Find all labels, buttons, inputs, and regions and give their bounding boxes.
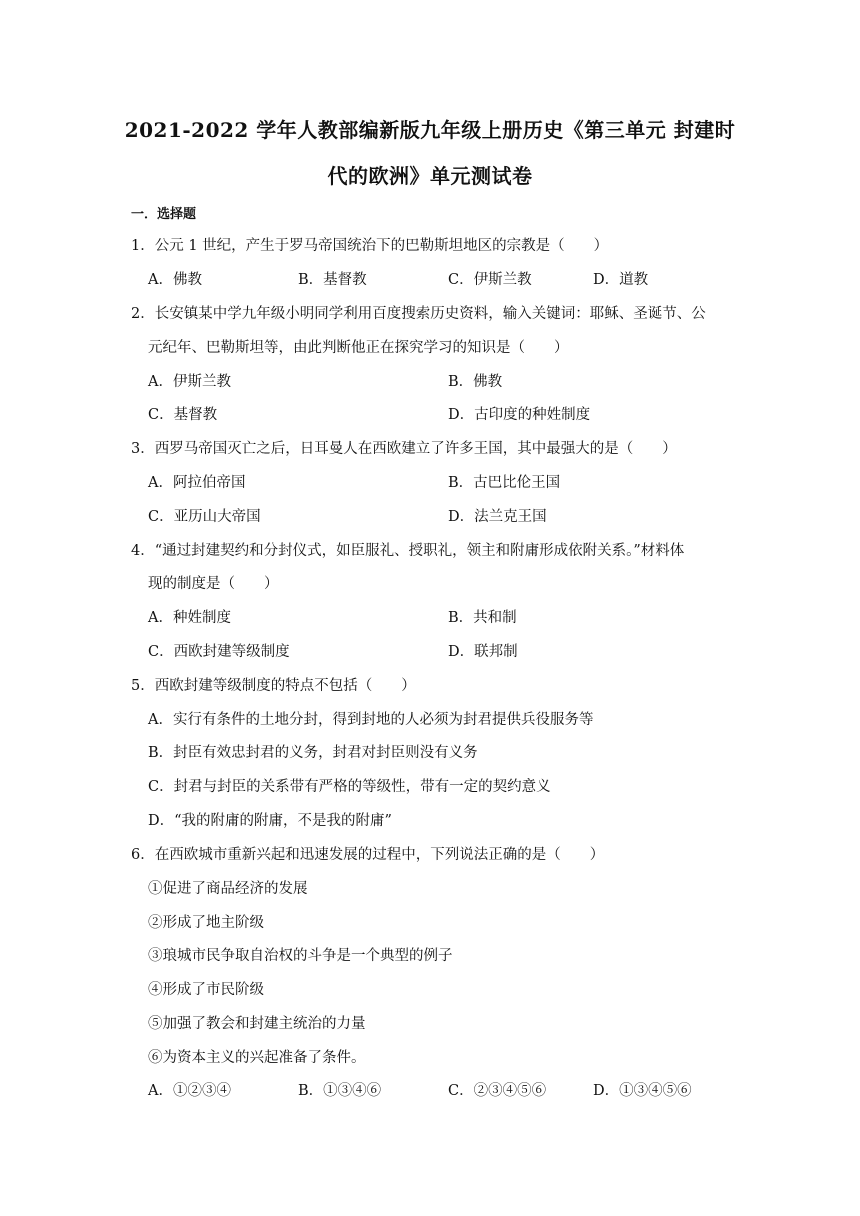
question-1-option-d: D．道教	[593, 272, 649, 288]
question-6-statement-6: ⑥为资本主义的兴起准备了条件。	[148, 1050, 366, 1066]
question-6-text: 6．在西欧城市重新兴起和迅速发展的过程中，下列说法正确的是（ ）	[131, 847, 605, 863]
question-1-text: 1．公元 1 世纪，产生于罗马帝国统治下的巴勒斯坦地区的宗教是（ ）	[131, 238, 609, 254]
question-4-option-a: A．种姓制度	[148, 610, 231, 626]
question-4-option-c: C．西欧封建等级制度	[148, 644, 290, 660]
question-5-option-a: A．实行有条件的土地分封，得到封地的人必须为封君提供兵役服务等	[148, 712, 594, 728]
question-5-option-b: B．封臣有效忠封君的义务，封君对封臣则没有义务	[148, 745, 478, 761]
question-3-text: 3．西罗马帝国灭亡之后，日耳曼人在西欧建立了许多王国，其中最强大的是（ ）	[131, 441, 677, 457]
question-4-text-line-1: 4．“通过封建契约和分封仪式，如臣服礼、授职礼，领主和附庸形成依附关系。”材料体	[131, 543, 685, 559]
question-6-option-a: A．①②③④	[148, 1083, 231, 1099]
exam-title-line-1: 2021-2022 学年人教部编新版九年级上册历史《第三单元 封建时	[124, 118, 736, 142]
question-6-statement-1: ①促进了商品经济的发展	[148, 881, 308, 897]
question-1-option-b: B．基督教	[298, 272, 367, 288]
question-5-option-d: D．“我的附庸的附庸，不是我的附庸”	[148, 813, 392, 829]
question-6-option-b: B．①③④⑥	[298, 1083, 382, 1099]
question-1-option-a: A．佛教	[148, 272, 202, 288]
question-6-option-d: D．①③④⑤⑥	[593, 1083, 692, 1099]
question-2-option-d: D．古印度的种姓制度	[448, 407, 591, 423]
question-6-statement-3: ③琅城市民争取自治权的斗争是一个典型的例子	[148, 948, 453, 964]
question-2-option-a: A．伊斯兰教	[148, 374, 231, 390]
question-3-option-b: B．古巴比伦王国	[448, 475, 561, 491]
question-2-text-line-1: 2．长安镇某中学九年级小明同学利用百度搜索历史资料，输入关键词：耶稣、圣诞节、公	[131, 306, 706, 322]
question-3-option-c: C．亚历山大帝国	[148, 509, 261, 525]
question-2-option-c: C．基督教	[148, 407, 218, 423]
exam-title-line-2: 代的欧洲》单元测试卷	[327, 164, 533, 188]
question-3-option-a: A．阿拉伯帝国	[148, 475, 246, 491]
section-heading: 一．选择题	[131, 207, 197, 222]
question-3-option-d: D．法兰克王国	[448, 509, 547, 525]
question-2-text-line-2: 元纪年、巴勒斯坦等，由此判断他正在探究学习的知识是（ ）	[148, 340, 569, 356]
question-2-option-b: B．佛教	[448, 374, 503, 390]
question-4-option-d: D．联邦制	[448, 644, 518, 660]
question-4-text-line-2: 现的制度是（ ）	[148, 576, 279, 592]
question-6-option-c: C．②③④⑤⑥	[448, 1083, 547, 1099]
question-6-statement-4: ④形成了市民阶级	[148, 982, 264, 998]
question-5-text: 5．西欧封建等级制度的特点不包括（ ）	[131, 678, 416, 694]
question-5-option-c: C．封君与封臣的关系带有严格的等级性，带有一定的契约意义	[148, 779, 551, 795]
question-4-option-b: B．共和制	[448, 610, 517, 626]
question-6-statement-5: ⑤加强了教会和封建主统治的力量	[148, 1016, 366, 1032]
question-1-option-c: C．伊斯兰教	[448, 272, 532, 288]
question-6-statement-2: ②形成了地主阶级	[148, 915, 264, 931]
